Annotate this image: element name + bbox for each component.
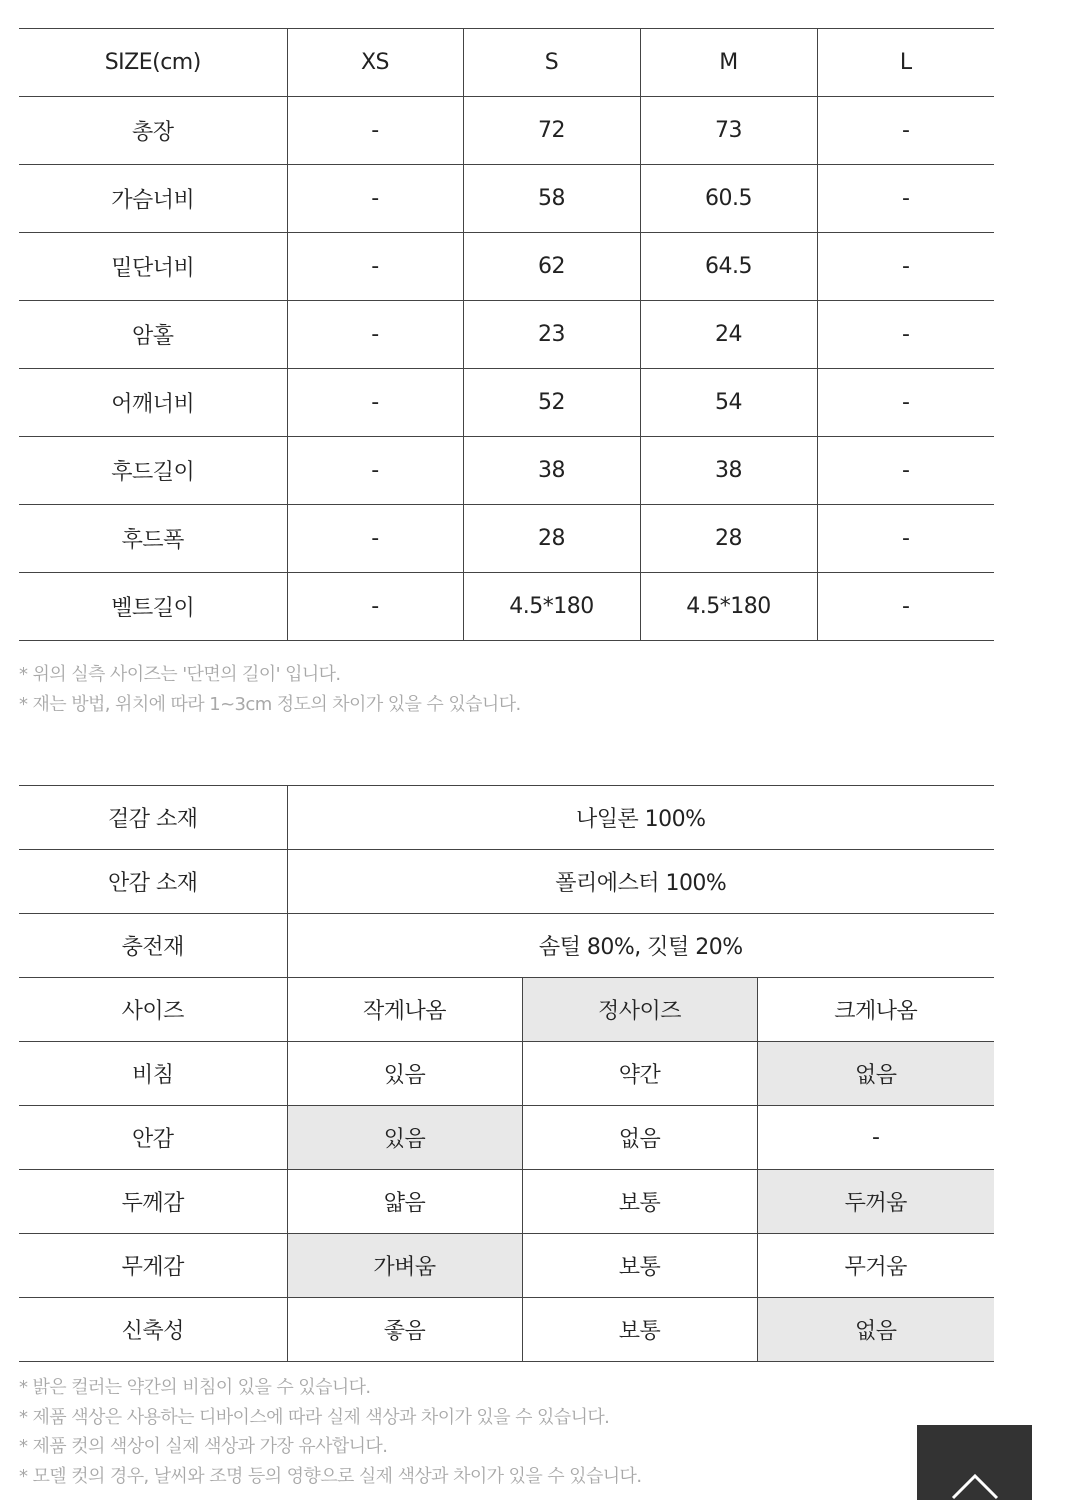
property-option: 작게나옴 <box>287 978 522 1042</box>
table-cell: 62 <box>463 233 640 301</box>
table-cell: - <box>287 301 463 369</box>
property-option: 없음 <box>757 1298 994 1362</box>
note-line: * 모델 컷의 경우, 날씨와 조명 등의 영향으로 실제 색상과 차이가 있을 수 있습니다. <box>19 1465 642 1487</box>
table-cell: - <box>287 505 463 573</box>
table-row <box>19 301 994 369</box>
note-line: * 재는 방법, 위치에 따라 1~3cm 정도의 차이가 있을 수 있습니다. <box>19 693 521 715</box>
property-option: 보통 <box>522 1234 757 1298</box>
note-line: * 제품 색상은 사용하는 디바이스에 따라 실제 색상과 차이가 있을 수 있습니다. <box>19 1406 610 1428</box>
table-cell: 24 <box>640 301 817 369</box>
note-line: * 제품 컷의 색상이 실제 색상과 가장 유사합니다. <box>19 1436 388 1457</box>
size-notes <box>19 660 521 719</box>
measurement-label: 암홀 <box>19 301 287 369</box>
table-cell: 28 <box>640 505 817 573</box>
fabric-table <box>19 785 994 1362</box>
property-option: 없음 <box>757 1042 994 1106</box>
table-cell: - <box>287 97 463 165</box>
measurement-label: 총장 <box>19 97 287 165</box>
property-option: 좋음 <box>287 1298 522 1362</box>
material-row <box>19 786 994 850</box>
table-cell: - <box>817 573 994 641</box>
property-label: 신축성 <box>19 1298 287 1362</box>
material-value: 솜털 80%, 깃털 20% <box>287 914 994 978</box>
property-row <box>19 1298 994 1362</box>
measurement-label: 후드길이 <box>19 437 287 505</box>
material-label: 겉감 소재 <box>19 786 287 850</box>
material-label: 안감 소재 <box>19 850 287 914</box>
material-row <box>19 914 994 978</box>
table-cell: - <box>287 573 463 641</box>
property-row <box>19 1106 994 1170</box>
table-cell: 58 <box>463 165 640 233</box>
header-cell: M <box>640 29 817 97</box>
property-option: 가벼움 <box>287 1234 522 1298</box>
header-cell: XS <box>287 29 463 97</box>
note-line: * 위의 실측 사이즈는 '단면의 길이' 입니다. <box>19 664 341 685</box>
material-value: 폴리에스터 100% <box>287 850 994 914</box>
property-row <box>19 1042 994 1106</box>
chevron-up-icon <box>951 1471 999 1500</box>
measurement-label: 어깨너비 <box>19 369 287 437</box>
table-row <box>19 573 994 641</box>
property-option: 있음 <box>287 1106 522 1170</box>
size-table <box>19 28 994 641</box>
property-label: 안감 <box>19 1106 287 1170</box>
table-cell: 38 <box>463 437 640 505</box>
material-value: 나일론 100% <box>287 786 994 850</box>
property-row <box>19 1234 994 1298</box>
table-cell: - <box>287 233 463 301</box>
table-cell: 38 <box>640 437 817 505</box>
table-row <box>19 165 994 233</box>
table-cell: - <box>817 505 994 573</box>
table-row <box>19 505 994 573</box>
table-cell: 54 <box>640 369 817 437</box>
measurement-label: 밑단너비 <box>19 233 287 301</box>
header-cell: S <box>463 29 640 97</box>
table-row <box>19 369 994 437</box>
property-option: 무거움 <box>757 1234 994 1298</box>
table-cell: 73 <box>640 97 817 165</box>
material-row <box>19 850 994 914</box>
table-row <box>19 233 994 301</box>
property-option: 두꺼움 <box>757 1170 994 1234</box>
table-cell: 4.5*180 <box>463 573 640 641</box>
property-label: 비침 <box>19 1042 287 1106</box>
property-option: 정사이즈 <box>522 978 757 1042</box>
property-row <box>19 1170 994 1234</box>
property-option: 크게나옴 <box>757 978 994 1042</box>
table-cell: - <box>287 437 463 505</box>
table-cell: - <box>287 165 463 233</box>
table-cell: 23 <box>463 301 640 369</box>
table-cell: 52 <box>463 369 640 437</box>
scroll-to-top-button[interactable] <box>917 1425 1032 1500</box>
table-row <box>19 437 994 505</box>
table-cell: 60.5 <box>640 165 817 233</box>
table-cell: 4.5*180 <box>640 573 817 641</box>
property-option: 보통 <box>522 1298 757 1362</box>
fabric-notes <box>19 1373 641 1491</box>
table-cell: 28 <box>463 505 640 573</box>
table-cell: - <box>287 369 463 437</box>
property-option: 약간 <box>522 1042 757 1106</box>
property-row <box>19 978 994 1042</box>
header-cell: SIZE(cm) <box>19 29 287 97</box>
property-option: 있음 <box>287 1042 522 1106</box>
table-cell: 64.5 <box>640 233 817 301</box>
property-option: 없음 <box>522 1106 757 1170</box>
property-option: 얇음 <box>287 1170 522 1234</box>
note-line: * 밝은 컬러는 약간의 비침이 있을 수 있습니다. <box>19 1377 371 1398</box>
property-label: 두께감 <box>19 1170 287 1234</box>
header-cell: L <box>817 29 994 97</box>
property-label: 사이즈 <box>19 978 287 1042</box>
property-option: 보통 <box>522 1170 757 1234</box>
material-label: 충전재 <box>19 914 287 978</box>
measurement-label: 가슴너비 <box>19 165 287 233</box>
table-cell: - <box>817 165 994 233</box>
table-cell: - <box>817 437 994 505</box>
measurement-label: 후드폭 <box>19 505 287 573</box>
table-cell: - <box>817 369 994 437</box>
measurement-label: 벨트길이 <box>19 573 287 641</box>
table-cell: 72 <box>463 97 640 165</box>
table-cell: - <box>817 301 994 369</box>
table-cell: - <box>817 233 994 301</box>
property-label: 무게감 <box>19 1234 287 1298</box>
table-cell: - <box>817 97 994 165</box>
size-header-row <box>19 29 994 97</box>
table-row <box>19 97 994 165</box>
property-option: - <box>757 1106 994 1170</box>
